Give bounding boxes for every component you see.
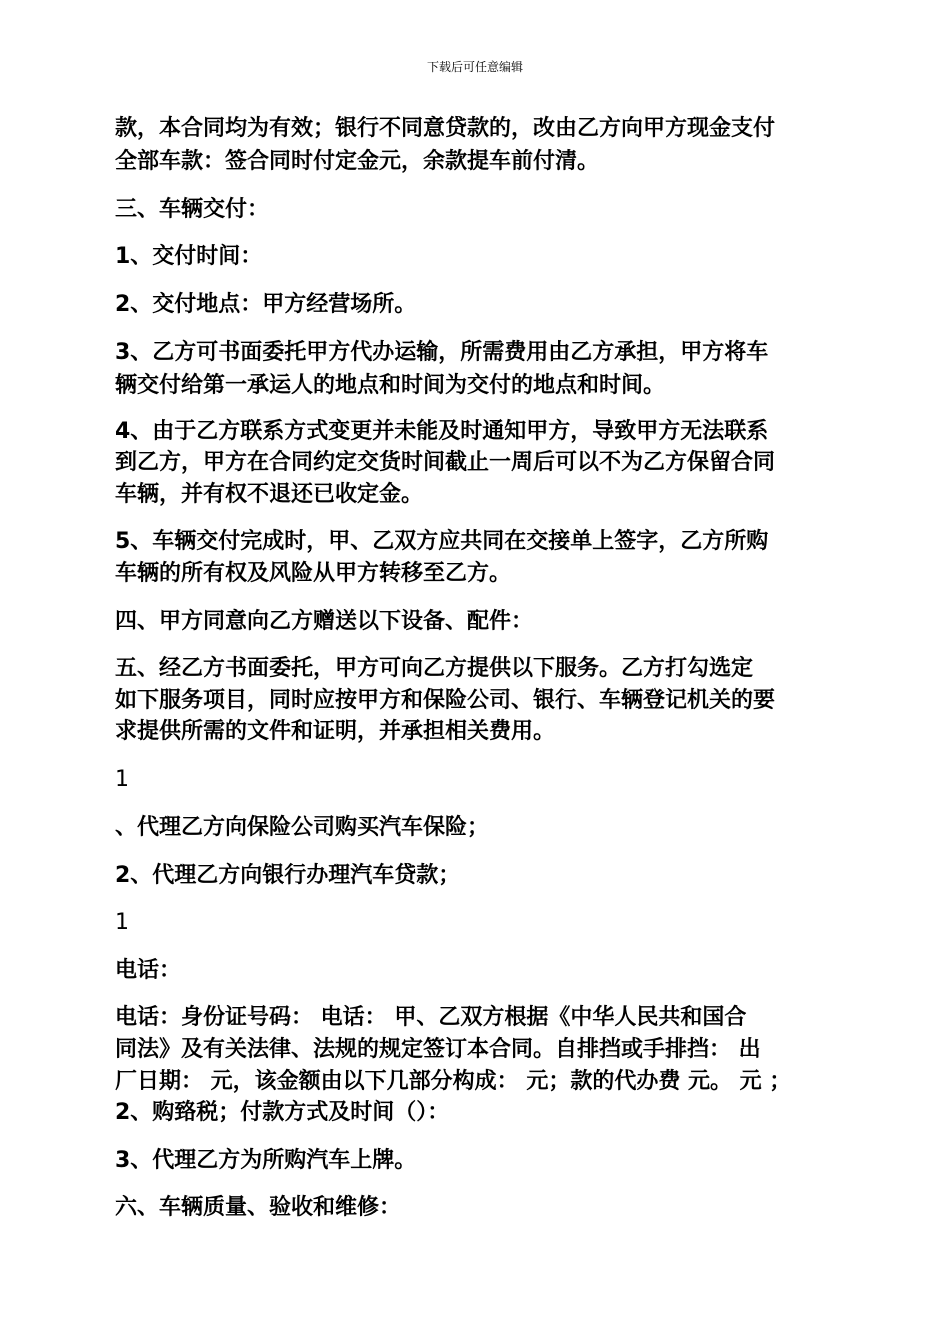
section-heading: 四、甲方同意向乙方赠送以下设备、配件： [115, 609, 534, 634]
text-line: 2、购臵税；付款方式及时间（）： [115, 1100, 450, 1125]
text-line: 1 [115, 767, 129, 792]
section-heading: 三、车辆交付： [115, 197, 270, 222]
text-line: 求提供所需的文件和证明，并承担相关费用。 [115, 719, 556, 744]
section-heading: 六、车辆质量、验收和维修： [115, 1195, 402, 1220]
text-line: 、代理乙方向保险公司购买汽车保险； [115, 815, 490, 840]
text-line: 到乙方，甲方在合同约定交货时间截止一周后可以不为乙方保留合同 [115, 450, 776, 475]
section-heading: 五、经乙方书面委托，甲方可向乙方提供以下服务。乙方打勾选定 [115, 656, 754, 681]
text-line: 厂日期： 元，该金额由以下几部分构成： 元；款的代办费 元。 元 ； [115, 1069, 792, 1094]
text-line: 辆交付给第一承运人的地点和时间为交付的地点和时间。 [115, 373, 666, 398]
text-line: 2、代理乙方向银行办理汽车贷款； [115, 863, 461, 888]
text-line: 车辆，并有权不退还已收定金。 [115, 482, 424, 507]
text-line: 1、交付时间： [115, 244, 263, 269]
text-line: 电话： [115, 958, 182, 983]
text-line: 4、由于乙方联系方式变更并未能及时通知甲方，导致甲方无法联系 [115, 419, 769, 444]
text-line: 3、代理乙方为所购汽车上牌。 [115, 1148, 417, 1173]
text-line: 全部车款：签合同时付定金元，余款提车前付清。 [115, 149, 600, 174]
text-line: 电话：身份证号码： 电话： 甲、乙双方根据《中华人民共和国合 [115, 1005, 747, 1030]
text-line: 2、交付地点：甲方经营场所。 [115, 292, 417, 317]
text-line: 款，本合同均为有效；银行不同意贷款的，改由乙方向甲方现金支付 [115, 116, 776, 141]
text-line: 1 [115, 910, 129, 935]
text-line: 5、车辆交付完成时，甲、乙双方应共同在交接单上签字，乙方所购 [115, 529, 769, 554]
text-line: 如下服务项目，同时应按甲方和保险公司、银行、车辆登记机关的要 [115, 688, 776, 713]
page-header: 下载后可任意编辑 [426, 60, 523, 74]
text-line: 同法》及有关法律、法规的规定签订本合同。自排挡或手排挡： 出 [115, 1037, 761, 1062]
text-line: 3、乙方可书面委托甲方代办运输，所需费用由乙方承担，甲方将车 [115, 340, 769, 365]
text-line: 车辆的所有权及风险从甲方转移至乙方。 [115, 561, 512, 586]
